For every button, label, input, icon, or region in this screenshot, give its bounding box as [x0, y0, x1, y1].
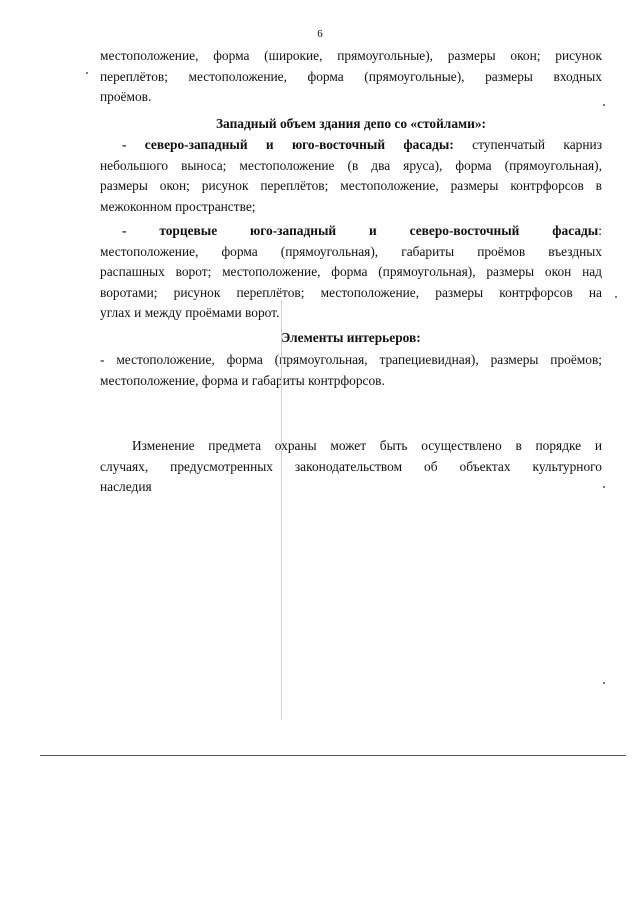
text-line: Изменение предмета охраны может быть осуществлено в порядке и: [132, 438, 602, 453]
facade-label: - северо-западный и юго-восточный фасады:: [122, 137, 454, 152]
text-line: небольшого выноса; местоположение (в два яруса), форма (прямоугольная),: [100, 157, 602, 173]
scan-speck: [603, 682, 605, 684]
text-line: углах и между проёмами ворот.: [100, 305, 280, 320]
text-line: случаях, предусмотренных законодательством об объектах культурного: [100, 458, 602, 474]
text-line: - местоположение, форма (прямоугольная, трапециевидная), размеры проёмов;: [100, 352, 602, 367]
text-line: размеры окон; рисунок переплётов; местоположение, размеры контрфорсов в: [100, 178, 602, 193]
paragraph-closing: [100, 436, 602, 498]
text-line: проёмов.: [100, 89, 152, 104]
bottom-rule: [40, 755, 626, 756]
text-line: [100, 135, 602, 156]
section-heading-interiors: Элементы интерьеров:: [281, 330, 421, 345]
text-line: распашных ворот; местоположение, форма (прямоугольная), размеры окон над: [100, 264, 602, 279]
text-line: наследия: [100, 479, 152, 494]
facade-label: - торцевые юго-западный и северо-восточный фасады: [122, 223, 599, 238]
scan-speck: [603, 486, 605, 488]
text-line: переплётов; местоположение, форма (прямоугольные), размеры входных: [100, 68, 602, 84]
text-line: местоположение, форма (широкие, прямоугольные), размеры окон; рисунок: [100, 48, 602, 63]
text-line: местоположение, форма и габариты контрфорсов.: [100, 372, 385, 388]
text-fragment: :: [598, 223, 602, 238]
text-line: местоположение, форма (прямоугольная), габариты проёмов въездных: [100, 243, 602, 259]
section-heading-west-volume: Западный объем здания депо со «стойлами»:: [215, 116, 487, 131]
paragraph-end-facades: [100, 221, 602, 324]
scan-fold-line: [281, 300, 282, 720]
text-fragment: ступенчатый карниз: [472, 137, 602, 152]
scan-speck: [86, 72, 88, 74]
page-number: 6: [317, 28, 323, 40]
paragraph-interior: [100, 350, 602, 391]
text-line: воротами; рисунок переплётов; местоположение, размеры контрфорсов на: [100, 284, 602, 300]
paragraph-windows: [100, 46, 602, 108]
paragraph-nw-se-facades: [100, 135, 602, 217]
scan-speck: [615, 296, 617, 298]
scan-speck: [603, 104, 605, 106]
text-line: [100, 221, 602, 242]
text-line: межоконном пространстве;: [100, 198, 256, 214]
